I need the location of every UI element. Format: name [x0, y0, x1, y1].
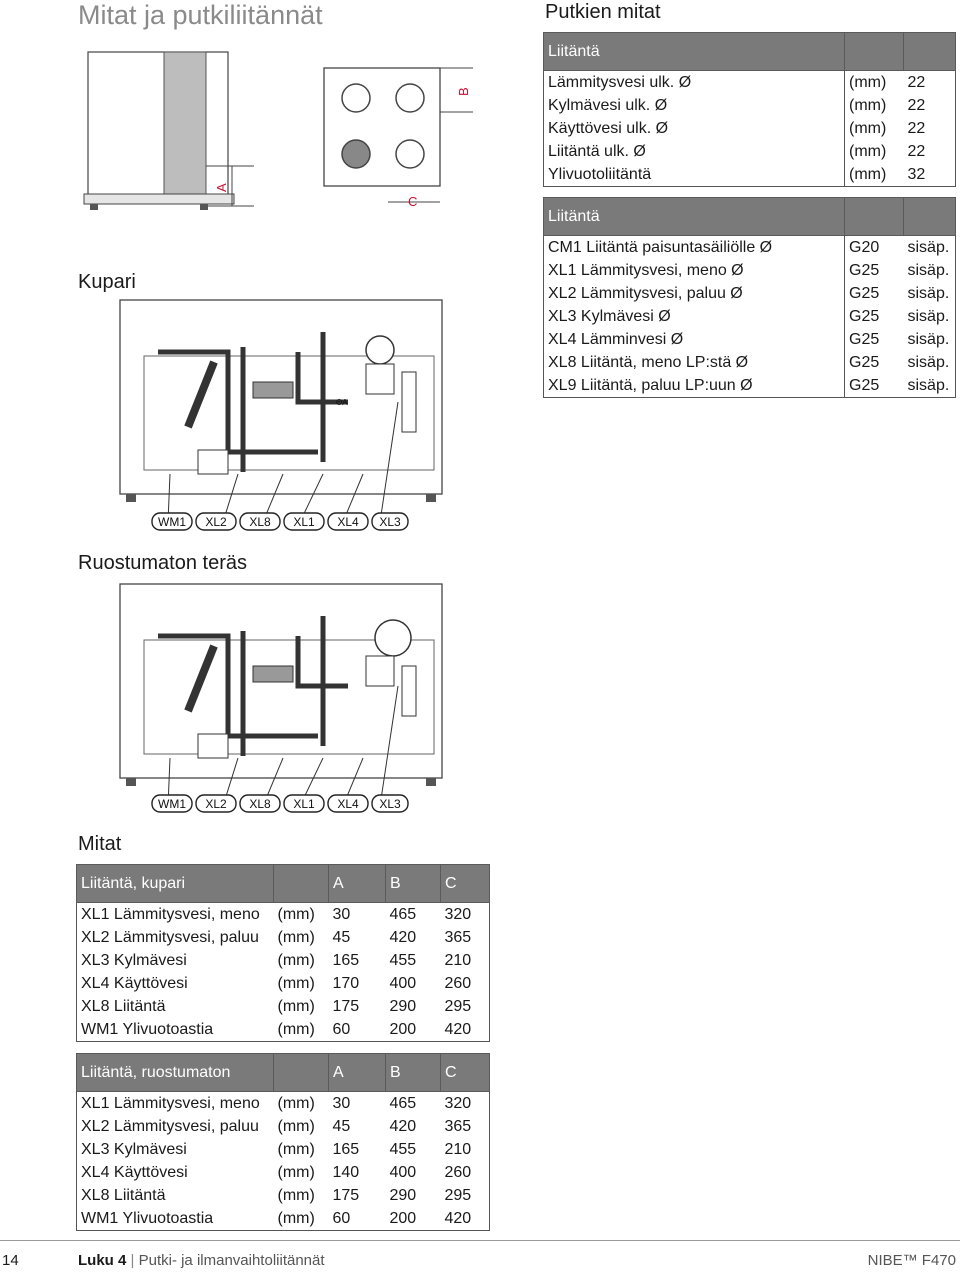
table-row: WM1 Ylivuotoastia (mm) 60 200 420	[81, 1020, 472, 1038]
top-view-drawing	[318, 56, 478, 216]
svg-text:XL3: XL3	[379, 797, 401, 811]
table2-row-size: G20	[845, 236, 904, 260]
pipe-dims-heading: Putkien mitat	[545, 1, 661, 23]
table1-row-name: Lämmitysvesi ulk. Ø	[548, 73, 692, 91]
side-view-drawing	[80, 40, 260, 220]
table1-row-unit: (mm)	[845, 163, 904, 187]
table2-row-size: G25	[845, 328, 904, 351]
dimension-b-label: B	[456, 87, 471, 96]
table1-row-value: 22	[907, 142, 926, 160]
tag-wm1	[152, 513, 192, 530]
table2-row-name: XL4 Lämminvesi Ø	[548, 330, 684, 348]
dimension-a-label: A	[214, 183, 229, 192]
pump-marking: ΘA	[336, 398, 348, 407]
tag-xl2	[196, 513, 236, 530]
table1-row-name: Ylivuotoliitäntä	[548, 165, 652, 183]
steel-header-b: B	[386, 1054, 441, 1092]
page-title: Mitat ja putkiliitännät	[78, 0, 323, 30]
svg-text:XL1: XL1	[293, 797, 315, 811]
svg-text:XL8: XL8	[249, 797, 271, 811]
table2-row-size: G25	[845, 374, 904, 398]
svg-text:WM1: WM1	[158, 515, 186, 529]
table1-row-value: 22	[907, 96, 926, 114]
pipe-dims-table-1	[543, 32, 956, 187]
copper-header-c: C	[441, 865, 490, 903]
footer-chapter-title: Putki- ja ilmanvaihtoliitännät	[138, 1252, 325, 1269]
table1-header: Liitäntä	[544, 33, 845, 71]
table2-row-name: XL9 Liitäntä, paluu LP:uun Ø	[548, 376, 753, 394]
table2-row-name: XL8 Liitäntä, meno LP:stä Ø	[548, 353, 749, 371]
footer-chapter-number: Luku 4	[78, 1252, 127, 1269]
footer-brand: NIBE™ F470	[867, 1252, 956, 1269]
tag-xl3	[372, 513, 408, 530]
pipe-dims-table-2	[543, 197, 956, 398]
steel-connection-tags	[150, 792, 410, 816]
table1-row-unit: (mm)	[845, 117, 904, 140]
table2-row-size: G25	[845, 259, 904, 282]
table1-row-unit: (mm)	[845, 94, 904, 117]
svg-text:XL2: XL2	[205, 797, 227, 811]
svg-text:XL1: XL1	[293, 515, 315, 529]
section-steel-label: Ruostumaton teräs	[78, 552, 247, 574]
tag-xl8	[240, 795, 280, 812]
table2-row-type: sisäp.	[907, 261, 950, 279]
copper-piping-drawing	[118, 292, 448, 532]
svg-text:XL4: XL4	[337, 515, 359, 529]
table-row: XL4 Käyttövesi (mm) 140 400 260	[81, 1163, 472, 1181]
svg-text:XL4: XL4	[337, 797, 359, 811]
table2-row-type: sisäp.	[907, 284, 950, 302]
table2-row-size: G25	[845, 282, 904, 305]
footer-rule	[0, 1240, 960, 1241]
table1-row-unit: (mm)	[845, 140, 904, 163]
table2-row-name: XL3 Kylmävesi Ø	[548, 307, 671, 325]
section-dims-heading: Mitat	[78, 833, 122, 855]
footer-separator: |	[130, 1252, 135, 1269]
svg-text:WM1: WM1	[158, 797, 186, 811]
footer-chapter	[78, 1252, 325, 1269]
tag-xl4	[328, 513, 368, 530]
tag-xl2	[196, 795, 236, 812]
table-row: XL2 Lämmitysvesi, paluu (mm) 45 420 365	[81, 928, 472, 946]
copper-header-b: B	[386, 865, 441, 903]
table1-row-value: 22	[907, 73, 926, 91]
table-row: XL3 Kylmävesi (mm) 165 455 210	[81, 951, 472, 969]
table2-row-name: XL1 Lämmitysvesi, meno Ø	[548, 261, 744, 279]
table-row: XL3 Kylmävesi (mm) 165 455 210	[81, 1140, 472, 1158]
table-row: XL8 Liitäntä (mm) 175 290 295	[81, 997, 472, 1015]
table2-row-name: CM1 Liitäntä paisuntasäiliölle Ø	[548, 238, 773, 256]
table1-row-name: Kylmävesi ulk. Ø	[548, 96, 668, 114]
svg-text:XL8: XL8	[249, 515, 271, 529]
table2-row-type: sisäp.	[907, 376, 950, 394]
table1-row-value: 22	[907, 119, 926, 137]
dims-steel-table	[76, 1053, 490, 1231]
tag-xl4	[328, 795, 368, 812]
dims-copper-table	[76, 864, 490, 1042]
table1-row-name: Liitäntä ulk. Ø	[548, 142, 646, 160]
tag-xl3	[372, 795, 408, 812]
page-number: 14	[2, 1252, 19, 1269]
table2-row-type: sisäp.	[907, 307, 950, 325]
table2-row-size: G25	[845, 351, 904, 374]
tag-wm1	[152, 795, 192, 812]
table-row: WM1 Ylivuotoastia (mm) 60 200 420	[81, 1209, 472, 1227]
table2-row-type: sisäp.	[907, 330, 950, 348]
table1-row-name: Käyttövesi ulk. Ø	[548, 119, 669, 137]
tag-xl1	[284, 513, 324, 530]
svg-text:XL3: XL3	[379, 515, 401, 529]
table-row: XL4 Käyttövesi (mm) 170 400 260	[81, 974, 472, 992]
table-row: XL2 Lämmitysvesi, paluu (mm) 45 420 365	[81, 1117, 472, 1135]
steel-header-c: C	[441, 1054, 490, 1092]
table1-row-value: 32	[907, 165, 926, 183]
table-row: XL1 Lämmitysvesi, meno (mm) 30 465 320	[81, 905, 472, 923]
section-copper-label: Kupari	[78, 271, 136, 293]
copper-connection-tags	[150, 510, 410, 534]
tag-xl8	[240, 513, 280, 530]
steel-header-a: A	[329, 1054, 386, 1092]
table-row: XL8 Liitäntä (mm) 175 290 295	[81, 1186, 472, 1204]
copper-header-label: Liitäntä, kupari	[77, 865, 274, 903]
copper-header-a: A	[329, 865, 386, 903]
table2-row-type: sisäp.	[907, 353, 950, 371]
table2-row-size: G25	[845, 305, 904, 328]
table2-header: Liitäntä	[544, 198, 845, 236]
dimension-c-label: C	[408, 194, 418, 209]
table2-row-type: sisäp.	[907, 238, 950, 256]
table-row: XL1 Lämmitysvesi, meno (mm) 30 465 320	[81, 1094, 472, 1112]
table2-row-name: XL2 Lämmitysvesi, paluu Ø	[548, 284, 743, 302]
table1-row-unit: (mm)	[845, 71, 904, 95]
tag-xl1	[284, 795, 324, 812]
steel-piping-drawing	[118, 576, 448, 816]
steel-header-label: Liitäntä, ruostumaton	[77, 1054, 274, 1092]
svg-text:XL2: XL2	[205, 515, 227, 529]
